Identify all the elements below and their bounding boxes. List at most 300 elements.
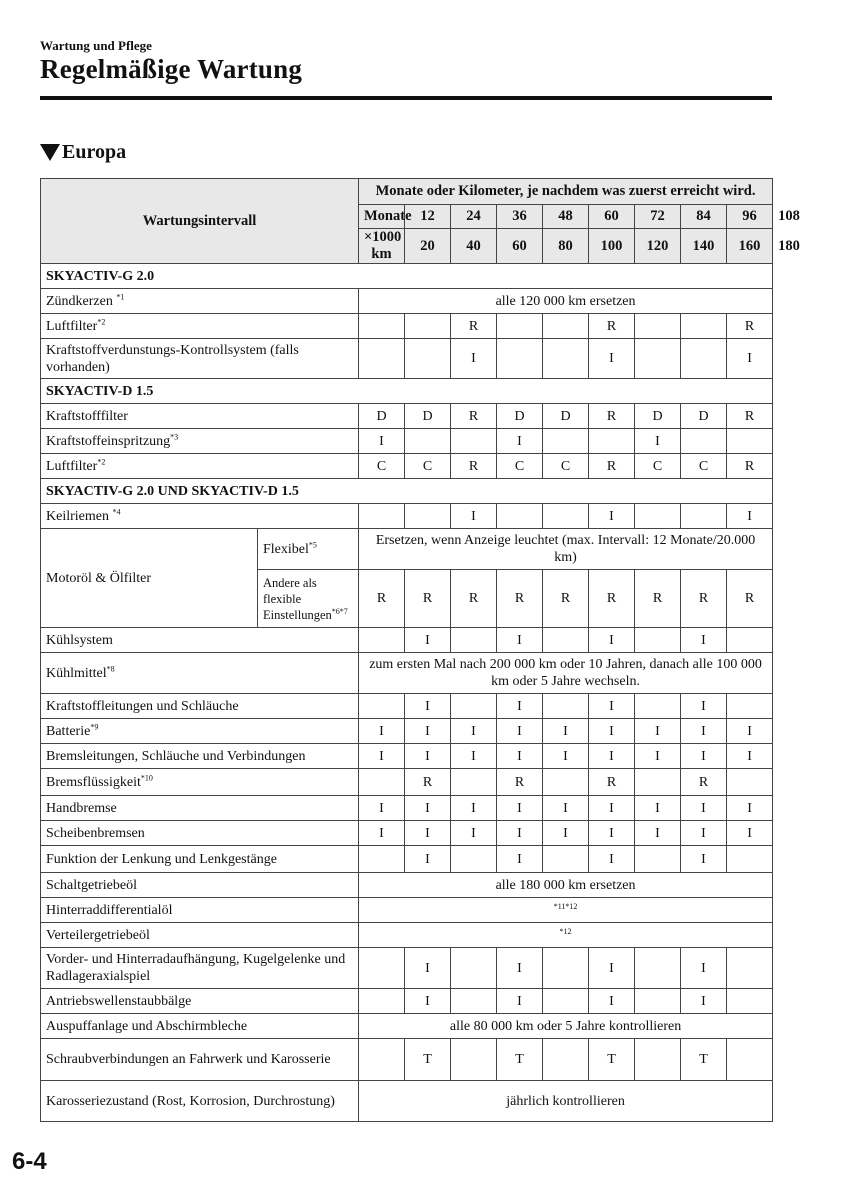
month-header: 12: [405, 205, 451, 229]
interval-cell: [359, 504, 405, 529]
interval-cell: I: [543, 821, 589, 846]
interval-cell: [681, 339, 727, 379]
interval-cell: [405, 504, 451, 529]
interval-cell: I: [589, 339, 635, 379]
interval-note: [359, 1081, 773, 1122]
interval-cell: T: [497, 1039, 543, 1081]
interval-cell: I: [727, 744, 773, 769]
interval-cell: [727, 769, 773, 796]
interval-cell: I: [589, 628, 635, 653]
subheading-text: Europa: [62, 141, 127, 163]
section-row: [41, 264, 773, 289]
label-text: Handbremse: [46, 800, 117, 816]
label-text: Schaltgetriebeöl: [46, 877, 137, 893]
label-text: Auspuffanlage und Abschirmbleche: [46, 1018, 248, 1034]
row-label: [41, 1039, 359, 1081]
row-label: [41, 873, 359, 898]
interval-cell: I: [589, 846, 635, 873]
section-title: SKYACTIV-G 2.0: [41, 264, 773, 289]
interval-cell: R: [727, 570, 773, 628]
row-label: [41, 769, 359, 796]
interval-cell: [543, 694, 589, 719]
interval-cell: [451, 694, 497, 719]
footnote-ref: *5: [308, 539, 317, 549]
interval-note: [359, 923, 773, 948]
footnote-ref: *6*7: [331, 606, 348, 616]
interval-cell: [451, 429, 497, 454]
month-header: 96: [727, 205, 773, 229]
interval-cell: I: [727, 796, 773, 821]
interval-cell: D: [497, 404, 543, 429]
table-row: [41, 948, 773, 989]
label-text: Kraftstoffeinspritzung: [46, 433, 171, 449]
km-header: 160: [727, 229, 773, 264]
interval-cell: C: [405, 454, 451, 479]
interval-cell: R: [589, 404, 635, 429]
interval-cell: I: [589, 821, 635, 846]
note-text: Ersetzen, wenn Anzeige leuchtet (max. Intervall: 12 Monate/20.000 km): [375, 533, 756, 565]
interval-cell: [635, 989, 681, 1014]
interval-cell: R: [635, 570, 681, 628]
interval-cell: I: [405, 821, 451, 846]
table-row: [41, 429, 773, 454]
label-text: Vorder- und Hinterradaufhängung, Kugelgelenke und Radlageraxialspiel: [46, 952, 346, 984]
interval-cell: [359, 769, 405, 796]
row-label: [41, 504, 359, 529]
interval-note: [359, 1014, 773, 1039]
interval-cell: [543, 1039, 589, 1081]
interval-cell: [681, 429, 727, 454]
footnote-ref: *3: [170, 431, 179, 441]
interval-cell: R: [589, 769, 635, 796]
interval-cell: I: [681, 719, 727, 744]
interval-cell: D: [635, 404, 681, 429]
footnote-ref: *10: [140, 772, 153, 782]
table-row: [41, 529, 773, 570]
row-label: [41, 744, 359, 769]
interval-cell: [727, 846, 773, 873]
row-label: [41, 339, 359, 379]
interval-cell: [635, 504, 681, 529]
section-label: Wartung und Pflege: [40, 38, 152, 53]
interval-cell: [359, 1039, 405, 1081]
interval-cell: I: [589, 694, 635, 719]
km-header: 20: [405, 229, 451, 264]
interval-cell: [359, 948, 405, 989]
table-row: [41, 289, 773, 314]
label-text: Bremsleitungen, Schläuche und Verbindungen: [46, 748, 306, 764]
table-row: [41, 898, 773, 923]
interval-cell: I: [451, 796, 497, 821]
interval-cell: I: [727, 719, 773, 744]
page-number: 6-4: [12, 1148, 47, 1175]
label-text: Bremsflüssigkeit: [46, 774, 141, 790]
km-header: 40: [451, 229, 497, 264]
label-text: Hinterraddifferentialöl: [46, 902, 173, 918]
section-row: [41, 479, 773, 504]
interval-cell: R: [497, 769, 543, 796]
section-title: SKYACTIV-G 2.0 UND SKYACTIV-D 1.5: [41, 479, 773, 504]
interval-cell: C: [681, 454, 727, 479]
header-row: ×1000 km 20 40 60 80 100 120 140 160 180: [41, 229, 773, 264]
note-text: alle 80 000 km oder 5 Jahre kontrollieren: [449, 1018, 682, 1034]
label-text: Antriebswellenstaubbälge: [46, 993, 192, 1009]
interval-cell: I: [681, 694, 727, 719]
interval-cell: I: [451, 339, 497, 379]
interval-cell: C: [497, 454, 543, 479]
interval-cell: R: [405, 769, 451, 796]
footnote-ref: *9: [90, 721, 99, 731]
interval-cell: I: [497, 719, 543, 744]
row-label: [41, 1014, 359, 1039]
interval-cell: R: [405, 570, 451, 628]
interval-cell: I: [681, 989, 727, 1014]
table-row: [41, 796, 773, 821]
row-label: [41, 694, 359, 719]
month-header: 72: [635, 205, 681, 229]
label-text: Luftfilter: [46, 458, 98, 474]
title-rule: [40, 96, 772, 100]
interval-cell: [359, 846, 405, 873]
km-header: 80: [543, 229, 589, 264]
interval-cell: [359, 314, 405, 339]
interval-cell: R: [359, 570, 405, 628]
interval-cell: [635, 314, 681, 339]
label-text: Luftfilter: [46, 318, 98, 334]
table-row: [41, 821, 773, 846]
label-text: Keilriemen: [46, 508, 113, 524]
interval-cell: [635, 1039, 681, 1081]
maintenance-table: [40, 178, 800, 1122]
interval-cell: T: [681, 1039, 727, 1081]
interval-cell: I: [635, 821, 681, 846]
interval-cell: R: [497, 570, 543, 628]
note-text: alle 120 000 km ersetzen: [495, 293, 636, 309]
interval-cell: [681, 504, 727, 529]
corner-header: Wartungsintervall: [41, 179, 359, 264]
interval-cell: [727, 1039, 773, 1081]
interval-cell: I: [497, 744, 543, 769]
interval-cell: [359, 628, 405, 653]
months-label: Monate: [359, 205, 405, 229]
interval-cell: I: [635, 796, 681, 821]
interval-cell: [543, 628, 589, 653]
interval-cell: I: [497, 694, 543, 719]
interval-cell: I: [451, 744, 497, 769]
footnote-ref: *8: [106, 663, 115, 673]
interval-cell: I: [359, 719, 405, 744]
month-header: 60: [589, 205, 635, 229]
interval-cell: I: [497, 796, 543, 821]
interval-cell: I: [359, 429, 405, 454]
label-text: Motoröl & Ölfilter: [46, 570, 151, 586]
interval-cell: I: [359, 796, 405, 821]
row-label: [41, 454, 359, 479]
row-label: [41, 429, 359, 454]
interval-cell: I: [405, 948, 451, 989]
triangle-down-icon: [40, 144, 60, 161]
table-row: [41, 653, 773, 694]
interval-cell: I: [635, 429, 681, 454]
interval-cell: I: [543, 796, 589, 821]
interval-cell: I: [405, 796, 451, 821]
interval-cell: [543, 429, 589, 454]
interval-cell: [727, 989, 773, 1014]
interval-cell: [405, 339, 451, 379]
interval-cell: R: [681, 570, 727, 628]
interval-cell: [543, 769, 589, 796]
row-label: [41, 898, 359, 923]
row-label: [41, 529, 258, 628]
interval-cell: I: [589, 989, 635, 1014]
label-text: Kühlmittel: [46, 665, 107, 681]
label-text: Andere als flexible Einstellungen: [263, 575, 332, 622]
interval-cell: [497, 314, 543, 339]
km-header: 100: [589, 229, 635, 264]
table-row: [41, 1014, 773, 1039]
km-header: 60: [497, 229, 543, 264]
interval-cell: I: [497, 989, 543, 1014]
interval-cell: [635, 628, 681, 653]
interval-cell: [359, 989, 405, 1014]
table-row: [41, 1081, 773, 1122]
interval-cell: [451, 1039, 497, 1081]
interval-cell: [543, 846, 589, 873]
label-text: Zündkerzen: [46, 293, 117, 309]
interval-cell: [635, 846, 681, 873]
label-text: Kraftstoffleitungen und Schläuche: [46, 698, 239, 714]
sub-label-other: [258, 570, 359, 628]
interval-cell: I: [543, 719, 589, 744]
table-row: [41, 504, 773, 529]
row-label: [41, 846, 359, 873]
interval-cell: I: [727, 504, 773, 529]
interval-cell: R: [543, 570, 589, 628]
interval-cell: I: [497, 429, 543, 454]
table-row: [41, 744, 773, 769]
label-text: Flexibel: [263, 541, 309, 557]
table-row: [41, 314, 773, 339]
interval-cell: I: [681, 628, 727, 653]
table-row: [41, 719, 773, 744]
span-header: Monate oder Kilometer, je nachdem was zuerst erreicht wird.: [359, 179, 773, 205]
interval-cell: [681, 314, 727, 339]
interval-cell: I: [497, 948, 543, 989]
interval-cell: [359, 339, 405, 379]
month-header: 24: [451, 205, 497, 229]
interval-cell: I: [497, 821, 543, 846]
interval-cell: I: [635, 719, 681, 744]
interval-cell: [451, 948, 497, 989]
page-title: Regelmäßige Wartung: [40, 54, 303, 84]
row-label: [41, 1081, 359, 1122]
interval-cell: C: [635, 454, 681, 479]
row-label: [41, 796, 359, 821]
interval-cell: I: [681, 821, 727, 846]
interval-cell: I: [681, 846, 727, 873]
row-label: [41, 653, 359, 694]
interval-cell: C: [359, 454, 405, 479]
interval-cell: R: [451, 314, 497, 339]
label-text: Funktion der Lenkung und Lenkgestänge: [46, 851, 277, 867]
interval-cell: I: [405, 989, 451, 1014]
table-row: [41, 454, 773, 479]
interval-cell: [635, 339, 681, 379]
label-text: Kraftstoffverdunstungs-Kontrollsystem (falls vorhanden): [46, 342, 299, 375]
interval-cell: [727, 694, 773, 719]
interval-cell: I: [681, 796, 727, 821]
interval-note: [359, 898, 773, 923]
interval-cell: I: [497, 846, 543, 873]
table-row: [41, 873, 773, 898]
interval-cell: D: [405, 404, 451, 429]
table-row: [41, 923, 773, 948]
table-row: [41, 628, 773, 653]
row-label: [41, 948, 359, 989]
row-label: [41, 404, 359, 429]
label-text: Batterie: [46, 723, 91, 739]
row-label: [41, 989, 359, 1014]
interval-note: [359, 653, 773, 694]
label-text: Scheibenbremsen: [46, 825, 145, 841]
interval-cell: [727, 429, 773, 454]
interval-cell: [543, 314, 589, 339]
month-header: 84: [681, 205, 727, 229]
interval-cell: I: [589, 948, 635, 989]
interval-cell: [451, 846, 497, 873]
interval-cell: [543, 989, 589, 1014]
interval-cell: [635, 694, 681, 719]
note-text: jährlich kontrollieren: [506, 1093, 625, 1109]
interval-cell: D: [359, 404, 405, 429]
interval-cell: I: [589, 719, 635, 744]
row-label: [41, 314, 359, 339]
table-row: [41, 989, 773, 1014]
interval-cell: I: [451, 821, 497, 846]
interval-cell: D: [543, 404, 589, 429]
row-label: [41, 628, 359, 653]
interval-cell: R: [451, 454, 497, 479]
interval-cell: I: [589, 504, 635, 529]
interval-cell: I: [405, 846, 451, 873]
table-row: [41, 846, 773, 873]
footnote-ref: *2: [97, 316, 106, 326]
interval-cell: [635, 769, 681, 796]
interval-cell: I: [727, 339, 773, 379]
label-text: Karosseriezustand (Rost, Korrosion, Durchrostung): [46, 1093, 335, 1109]
label-text: Kraftstofffilter: [46, 408, 128, 424]
interval-cell: C: [543, 454, 589, 479]
interval-cell: [497, 339, 543, 379]
interval-cell: [451, 769, 497, 796]
interval-cell: [727, 628, 773, 653]
interval-cell: I: [635, 744, 681, 769]
header-row: Monate 12 24 36 48 60 72 84 96 108: [41, 205, 773, 229]
month-header: 48: [543, 205, 589, 229]
interval-cell: I: [589, 744, 635, 769]
interval-cell: R: [727, 314, 773, 339]
table-row: [41, 404, 773, 429]
interval-cell: [635, 948, 681, 989]
note-text: *11*12: [553, 901, 578, 911]
interval-cell: [451, 989, 497, 1014]
interval-cell: I: [405, 744, 451, 769]
footnote-ref: *1: [116, 291, 125, 301]
km-header: 140: [681, 229, 727, 264]
km-label: ×1000 km: [359, 229, 405, 264]
interval-note: [359, 289, 773, 314]
interval-cell: [497, 504, 543, 529]
note-text: alle 180 000 km ersetzen: [495, 877, 636, 893]
interval-cell: I: [543, 744, 589, 769]
interval-cell: R: [589, 570, 635, 628]
table-row: [41, 1039, 773, 1081]
interval-cell: R: [727, 404, 773, 429]
interval-cell: [727, 948, 773, 989]
interval-cell: I: [727, 821, 773, 846]
interval-cell: T: [405, 1039, 451, 1081]
label-text: Kühlsystem: [46, 632, 113, 648]
interval-cell: I: [681, 744, 727, 769]
label-text: Schraubverbindungen an Fahrwerk und Karosserie: [46, 1052, 331, 1067]
interval-cell: [543, 948, 589, 989]
interval-cell: I: [451, 504, 497, 529]
interval-cell: D: [681, 404, 727, 429]
km-header: 120: [635, 229, 681, 264]
interval-cell: [451, 628, 497, 653]
interval-cell: R: [451, 570, 497, 628]
interval-cell: I: [405, 719, 451, 744]
interval-note: [359, 873, 773, 898]
table-row: [41, 769, 773, 796]
interval-cell: I: [405, 628, 451, 653]
subheading: [40, 141, 126, 164]
row-label: [41, 289, 359, 314]
interval-cell: T: [589, 1039, 635, 1081]
note-text: zum ersten Mal nach 200 000 km oder 10 Jahren, danach alle 100 000 km oder 5 Jahre wechseln.: [369, 657, 762, 689]
table-row: [41, 339, 773, 379]
sub-label-flexibel: [258, 529, 359, 570]
interval-cell: [359, 694, 405, 719]
interval-cell: I: [681, 948, 727, 989]
interval-cell: I: [451, 719, 497, 744]
label-text: Verteilergetriebeöl: [46, 927, 150, 943]
interval-cell: R: [727, 454, 773, 479]
interval-cell: I: [405, 694, 451, 719]
interval-cell: [589, 429, 635, 454]
interval-cell: [405, 314, 451, 339]
interval-cell: R: [451, 404, 497, 429]
interval-cell: I: [359, 744, 405, 769]
header-row: [41, 179, 773, 205]
month-header: 36: [497, 205, 543, 229]
interval-cell: I: [589, 796, 635, 821]
footnote-ref: *4: [112, 506, 121, 516]
interval-cell: I: [497, 628, 543, 653]
interval-note: [359, 529, 773, 570]
interval-cell: R: [681, 769, 727, 796]
row-label: [41, 923, 359, 948]
footnote-ref: *2: [97, 456, 106, 466]
table-row: [41, 694, 773, 719]
note-text: *12: [559, 926, 572, 936]
interval-cell: [543, 339, 589, 379]
interval-cell: [405, 429, 451, 454]
interval-cell: [543, 504, 589, 529]
section-row: [41, 379, 773, 404]
interval-cell: I: [359, 821, 405, 846]
row-label: [41, 719, 359, 744]
